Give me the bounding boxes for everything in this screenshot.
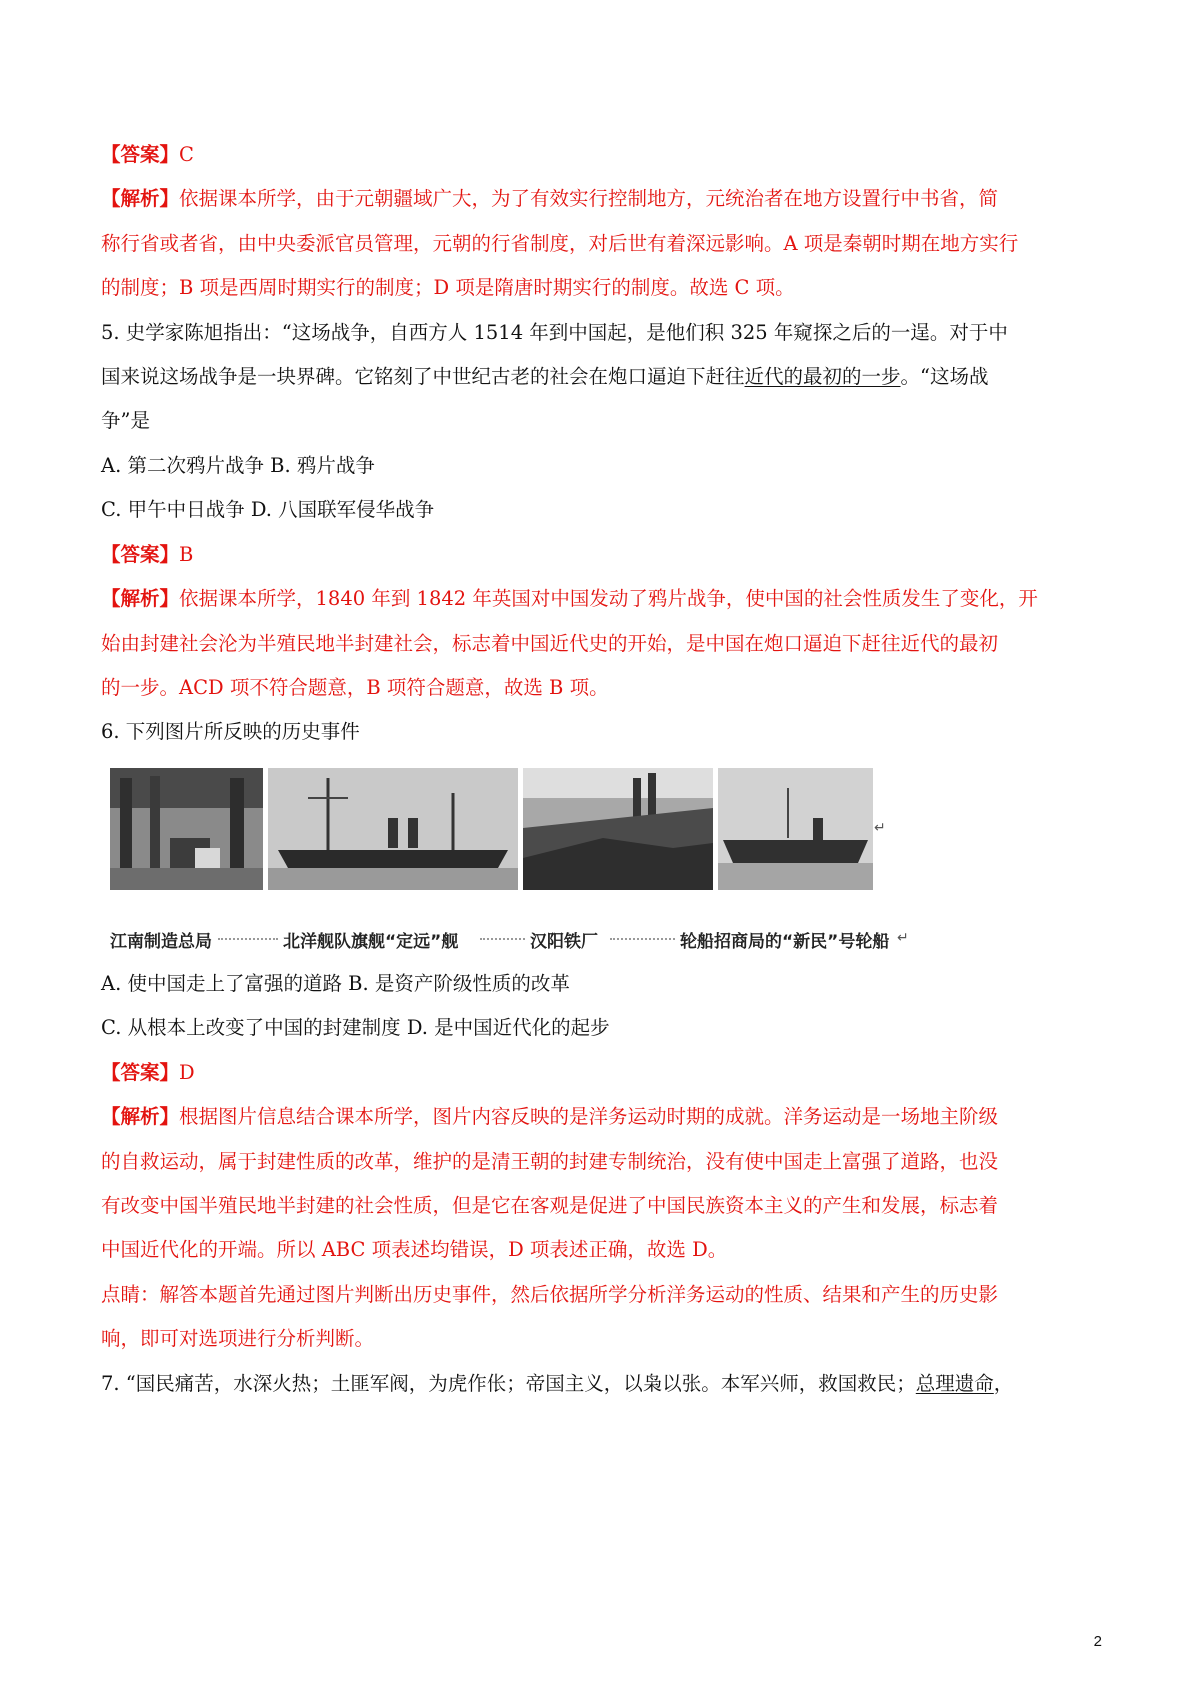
q6-stem: 6. 下列图片所反映的历史事件 — [101, 720, 360, 743]
caption-2: 北洋舰队旗舰“定远”舰 — [283, 932, 459, 952]
analysis-label: 【解析】 — [101, 187, 180, 210]
q5-analysis-line-2: 始由封建社会沦为半殖民地半封建社会，标志着中国近代史的开始，是中国在炮口逼迫下赶往近代的最初 — [101, 632, 999, 655]
photo-dingyuan-warship — [268, 768, 518, 890]
q6-options-row-1: A. 使中国走上了富强的道路 B. 是资产阶级性质的改革 — [101, 972, 570, 995]
q6-analysis-line-2: 的自救运动，属于封建性质的改革，维护的是清王朝的封建专制统治，没有使中国走上富强了道路，也没 — [101, 1150, 999, 1173]
q5-analysis-line-3: 的一步。ACD 项不符合题意，B 项符合题意，故选 B 项。 — [101, 676, 609, 699]
q4-answer — [101, 143, 194, 167]
photo-strip — [110, 768, 886, 890]
answer-value: D — [179, 1061, 195, 1084]
photo-jiangnan-arsenal — [110, 768, 263, 890]
q5-stem-line-2: 国来说这场战争是一块界碑。它铭刻了中世纪古老的社会在炮口逼迫下赶往近代的最初的一步。“这场战 — [101, 365, 989, 388]
analysis-label: 【解析】 — [101, 587, 180, 610]
underlined-phrase: 总理遗命 — [915, 1372, 994, 1395]
q5-options-row-2: C. 甲午中日战争 D. 八国联军侵华战争 — [101, 498, 435, 521]
caption-4: 轮船招商局的“新民”号轮船 — [680, 932, 890, 952]
q6-analysis-line-1: 【解析】根据图片信息结合课本所学，图片内容反映的是洋务运动时期的成就。洋务运动是一场地主阶级 — [101, 1105, 999, 1128]
q6-analysis-line-4: 中国近代化的开端。所以 ABC 项表述均错误，D 项表述正确，故选 D。 — [101, 1238, 728, 1261]
answer-value: B — [179, 543, 194, 566]
q7-stem-line-1: 7. “国民痛苦，水深火热；土匪军阀，为虎作伥；帝国主义，以枭以张。本军兴师，救国救民；总理遗命， — [101, 1372, 1014, 1395]
answer-label: 【答案】 — [101, 143, 180, 166]
q6-answer — [101, 1061, 195, 1085]
caption-divider — [610, 938, 675, 940]
q5-analysis-line-1: 【解析】依据课本所学，1840 年到 1842 年英国对中国发动了鸦片战争，使中国的社会性质发生了变化，开 — [101, 587, 1038, 610]
return-mark-icon: ↵ — [897, 930, 909, 946]
underlined-phrase: 近代的最初的一步 — [744, 365, 901, 388]
q6-tip-line-1: 点睛：解答本题首先通过图片判断出历史事件，然后依据所学分析洋务运动的性质、结果和产生的历史影 — [101, 1283, 999, 1306]
analysis-label: 【解析】 — [101, 1105, 180, 1128]
q6-options-row-2: C. 从根本上改变了中国的封建制度 D. 是中国近代化的起步 — [101, 1016, 610, 1039]
caption-divider — [480, 938, 525, 940]
q6-tip-line-2: 响，即可对选项进行分析判断。 — [101, 1327, 375, 1350]
caption-divider — [218, 938, 278, 940]
q5-options-row-1: A. 第二次鸦片战争 B. 鸦片战争 — [101, 454, 375, 477]
answer-label: 【答案】 — [101, 543, 180, 566]
photo-hanyang-ironworks — [523, 768, 713, 890]
caption-3: 汉阳铁厂 — [530, 932, 598, 952]
q4-analysis-line-2: 称行省或者省，由中央委派官员管理，元朝的行省制度，对后世有着深远影响。A 项是秦朝时期在地方实行 — [101, 232, 1019, 255]
page-number: 2 — [1093, 1633, 1102, 1650]
q5-stem-line-1: 5. 史学家陈旭指出：“这场战争，自西方人 1514 年到中国起，是他们积 325 年窥探之后的一逞。对于中 — [101, 321, 1008, 344]
photo-xinmin-steamship — [718, 768, 873, 890]
q4-analysis-line-3: 的制度；B 项是西周时期实行的制度；D 项是隋唐时期实行的制度。故选 C 项。 — [101, 276, 795, 299]
q4-analysis-line-1: 【解析】依据课本所学，由于元朝疆域广大，为了有效实行控制地方，元统治者在地方设置行中书省，简 — [101, 187, 999, 210]
q6-analysis-line-3: 有改变中国半殖民地半封建的社会性质，但是它在客观是促进了中国民族资本主义的产生和发展，标志着 — [101, 1194, 999, 1217]
caption-1: 江南制造总局 — [110, 932, 212, 952]
return-mark-icon: ↵ — [874, 820, 886, 836]
q5-answer — [101, 543, 193, 567]
q5-stem-line-3: 争”是 — [101, 409, 150, 432]
answer-label: 【答案】 — [101, 1061, 180, 1084]
answer-value: C — [179, 143, 194, 166]
